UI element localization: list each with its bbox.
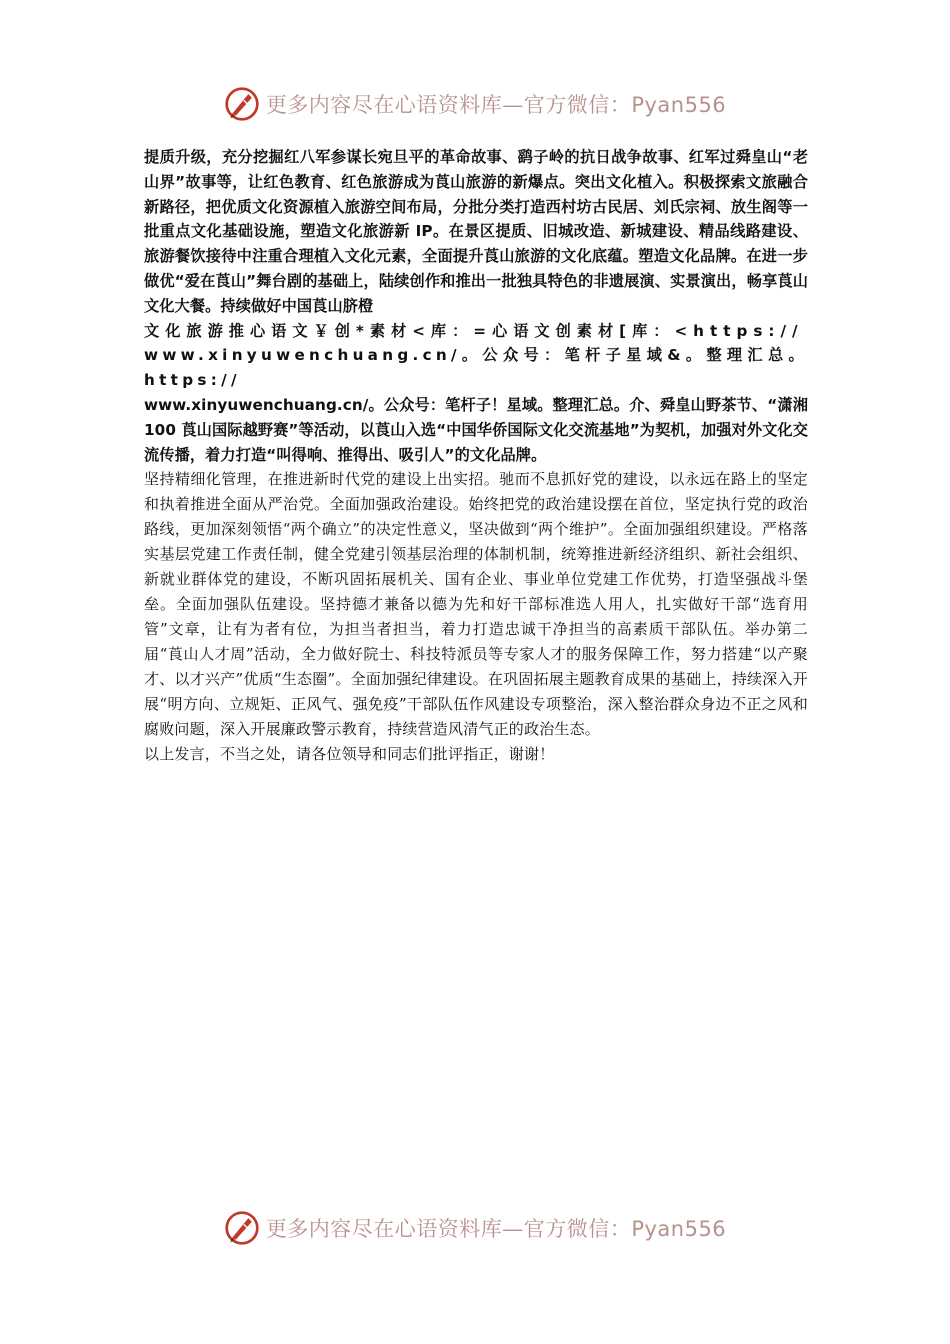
footer-label: 更多内容尽在心语资料库—官方微信： [265, 1217, 632, 1241]
document-body [144, 145, 808, 767]
paragraph-party-building: 坚持精细化管理，在推进新时代党的建设上出实招。驰而不息抓好党的建设，以永远在路上的坚定和执着推进全面从严治党。全面加强政治建设。始终把党的政治建设摆在首位，坚定执行党的政治路线，更加深刻领悟“两个确立”的决定性意义，坚决做到“两个维护”。全面加强组织建设。严格落实基层党建工作责任制，健全党建引领基层治理的体制机制，统筹推进新经济组织、新社会组织、新就业群体党的建设，不断巩固拓展机关、国有企业、事业单位党建工作优势，打造坚强战斗堡垒。全面加强队伍建设。坚持德才兼备以德为先和好干部标准选人用人，扎实做好干部“选育用管”文章，让有为者有位，为担当者担当，着力打造忠诚干净担当的高素质干部队伍。举办第二届“莨山人才周”活动，全力做好院士、科技特派员等专家人才的服务保障工作，努力搭建“以产聚才、以才兴产”优质“生态圈”。全面加强纪律建设。在巩固拓展主题教育成果的基础上，持续深入开展“明方向、立规矩、正风气、强免疫”干部队伍作风建设专项整治，深入整治群众身边不正之风和腐败问题，深入开展廉政警示教育，持续营造风清气正的政治生态。 [144, 470, 808, 739]
header-text [266, 89, 726, 119]
footer-wechat-id: Pyan556 [631, 1217, 727, 1241]
paragraph-culture [144, 145, 808, 467]
header-wechat-id: Pyan556 [631, 93, 727, 117]
watermark-line-2: www.xinyuwenchuang.cn/。公众号：笔杆子星域&。整理汇总。https:// [144, 346, 808, 390]
footer-text [266, 1213, 726, 1243]
paragraph-culture-part1: 提质升级，充分挖掘红八军参谋长宛旦平的革命故事、鹞子岭的抗日战争故事、红军过舜皇山“老山界”故事等，让红色教育、红色旅游成为莨山旅游的新爆点。突出文化植入。积极探索文旅融合新路径，把优质文化资源植入旅游空间布局，分批分类打造西村坊古民居、刘氏宗祠、放生阁等一批重点文化基础设施，塑造文化旅游新 IP。在景区提质、旧城改造、新城建设、精品线路建设、旅游餐饮接待中注重合理植入文化元素，全面提升莨山旅游的文化底蕴。塑造文化品牌。在进一步做优“爱在莨山”舞台剧的基础上，陆续创作和推出一批独具特色的非遗展演、实景演出，畅享莨山文化大餐。持续做好中国莨山脐橙 [144, 148, 808, 315]
quill-pen-logo-icon [224, 86, 260, 122]
paragraph-closing: 以上发言，不当之处，请各位领导和同志们批评指正，谢谢！ [144, 745, 555, 764]
paragraph-culture-part2: www.xinyuwenchuang.cn/。公众号：笔杆子！星域。整理汇总。介、舜皇山野茶节、“潇湘 100 莨山国际越野赛”等活动，以莨山入选“中国华侨国际文化交流基地”为契机，加强对外文化交流传播，着力打造“叫得响、推得出、吸引人”的文化品牌。 [144, 395, 808, 464]
footer-banner [0, 1208, 950, 1248]
header-banner [0, 84, 950, 124]
header-label: 更多内容尽在心语资料库—官方微信： [265, 93, 632, 117]
watermark-line-1: 文化旅游推心语文￥创*素材<库：=心语文创素材[库：<https:// [144, 321, 804, 340]
quill-pen-logo-icon [224, 1210, 260, 1246]
